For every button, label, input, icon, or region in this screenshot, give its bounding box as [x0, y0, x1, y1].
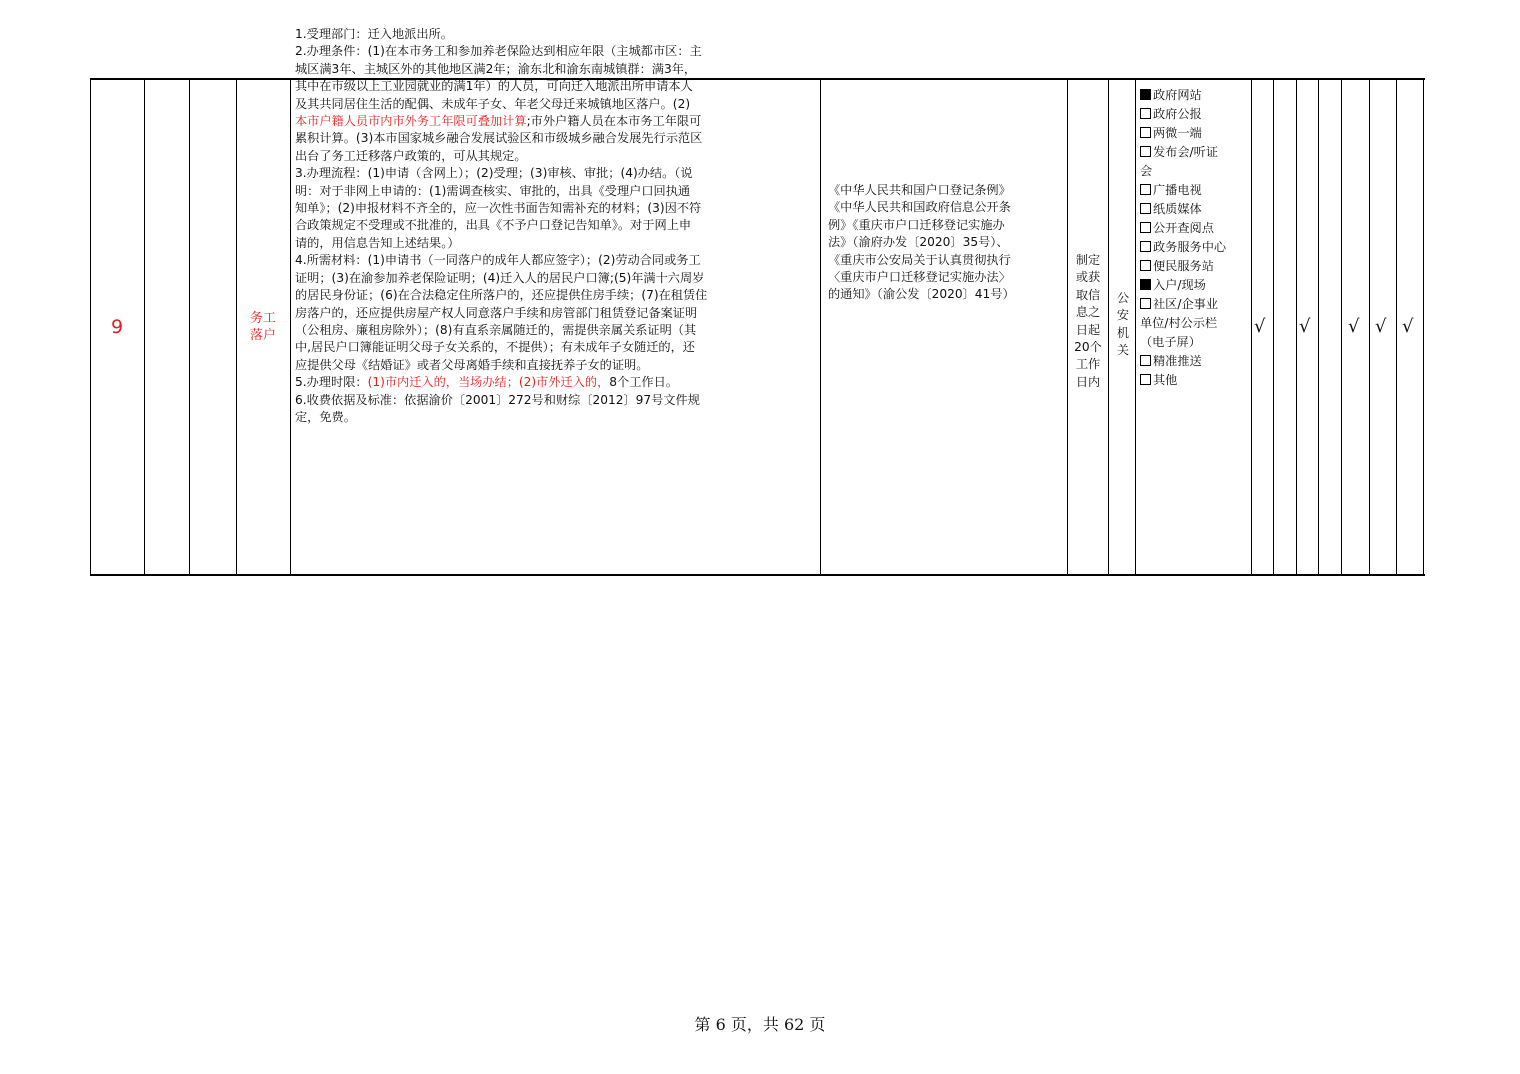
content-text: 8个工作日。: [609, 375, 678, 390]
content-text: 的居民身份证；(6)在合法稳定住所落户的，还应提供住房手续；(7)在租赁住: [295, 288, 708, 303]
col-border: [144, 78, 145, 576]
basis-line: 《中华人民共和国政府信息公开条: [828, 200, 1011, 215]
service-content: [295, 26, 817, 426]
col-border: [1423, 78, 1424, 576]
content-text: 明：对于非网上申请的：(1)需调查核实、审批的，出具《受理户口回执通: [295, 183, 691, 198]
unchecked-box-icon: [1140, 355, 1151, 366]
content-line: [295, 392, 817, 409]
content-text: 出台了务工迁移落户政策的，可从其规定。: [295, 148, 527, 163]
responsible-subject: [1112, 290, 1134, 360]
channel-label: 政府公报: [1153, 107, 1202, 121]
col-border: [1135, 78, 1136, 576]
content-text: 知单》；(2)申报材料不齐全的，应一次性书面告知需补充的材料；(3)因不符: [295, 201, 702, 216]
checked-box-icon: [1140, 279, 1151, 290]
col-border: [290, 78, 291, 576]
channel-label: 公开查阅点: [1153, 221, 1214, 235]
col-border: [1396, 78, 1397, 576]
unchecked-box-icon: [1140, 374, 1151, 385]
content-text: 1.受理部门：迁入地派出所。: [295, 27, 453, 41]
unchecked-box-icon: [1140, 127, 1151, 138]
col-border: [1318, 78, 1319, 576]
content-line: [295, 357, 817, 374]
content-line: [295, 287, 817, 304]
content-text: 及其共同居住生活的配偶、未成年子女、年老父母迁来城镇地区落户。(2): [295, 96, 691, 111]
basis-line: 《重庆市公安局关于认真贯彻执行: [828, 252, 1011, 267]
time-limit-line: 或获: [1075, 270, 1101, 285]
col-border: [1108, 78, 1109, 576]
content-line: [295, 26, 817, 43]
content-line: [295, 130, 817, 147]
content-line: [295, 43, 817, 60]
content-line: [295, 183, 817, 200]
checked-box-icon: [1140, 89, 1151, 100]
channel-item: [1140, 181, 1252, 200]
channel-label: 广播电视: [1153, 183, 1202, 197]
channel-item: [1140, 352, 1252, 371]
content-highlight: (1)市内迁入的，当场办结；(2)市外迁入的，: [367, 375, 610, 390]
time-limit-line: 制定: [1075, 253, 1101, 267]
channel-item: [1140, 105, 1252, 124]
page-footer: 第 6 页，共 62 页: [694, 1015, 826, 1034]
channel-label-cont: （电子屏）: [1140, 335, 1201, 349]
channel-label: 政府网站: [1153, 88, 1202, 102]
check-mark-icon: √: [1299, 316, 1311, 337]
content-text: 累积计算。(3)本市国家城乡融合发展试验区和市级城乡融合发展先行示范区: [295, 131, 703, 146]
content-line: [295, 270, 817, 287]
channel-label: 入户/现场: [1153, 278, 1206, 292]
content-line: [295, 165, 817, 182]
service-name-text: 务工落户: [249, 311, 276, 343]
channel-item: [1140, 257, 1252, 276]
service-name: [236, 78, 290, 576]
content-text: 证明；(3)在渝参加养老保险证明；(4)迁入人的居民户口簿;(5)年满十六周岁: [295, 270, 705, 285]
unchecked-box-icon: [1140, 146, 1151, 157]
unchecked-box-icon: [1140, 184, 1151, 195]
channel-label: 社区/企事业: [1153, 297, 1219, 311]
unchecked-box-icon: [1140, 241, 1151, 252]
check-mark-icon: √: [1402, 316, 1414, 337]
time-limit-line: 工作: [1075, 357, 1101, 372]
legal-basis: [828, 182, 1066, 304]
unchecked-box-icon: [1140, 203, 1151, 214]
content-line: [295, 409, 817, 426]
content-line: [295, 61, 817, 78]
row-seq: 9: [110, 316, 124, 338]
publish-channels: [1140, 86, 1252, 390]
time-limit-line: 日起: [1075, 322, 1101, 337]
content-line: [295, 113, 817, 130]
content-text: 中,居民户口簿能证明父母子女关系的，不提供）；有未成年子女随迁的，还: [295, 340, 695, 355]
channel-item: [1140, 295, 1252, 314]
channel-label: 便民服务站: [1153, 259, 1214, 273]
subject-line: 公: [1116, 291, 1130, 305]
basis-line: 《中华人民共和国户口登记条例》: [828, 183, 1011, 197]
check-mark-icon: √: [1348, 316, 1360, 337]
channel-label: 政务服务中心: [1153, 240, 1227, 254]
content-highlight: 本市户籍人员市内市外务工年限可叠加计算: [295, 114, 527, 129]
check-mark-icon: √: [1375, 316, 1387, 337]
content-text: 定，免费。: [295, 409, 356, 424]
content-text: （公租房、廉租房除外）；(8)有直系亲属随迁的，需提供亲属关系证明（其: [295, 322, 697, 337]
unchecked-box-icon: [1140, 108, 1151, 119]
content-line: [295, 78, 817, 95]
col-border: [820, 78, 821, 576]
col-border: [1273, 78, 1274, 576]
channel-item: [1140, 276, 1252, 295]
col-border: [1067, 78, 1068, 576]
col-border: [1369, 78, 1370, 576]
channel-item: [1140, 143, 1252, 162]
channel-label: 两微一端: [1153, 126, 1202, 140]
content-text: 3.办理流程：(1)申请（含网上）；(2)受理；(3)审核、审批；(4)办结。（说: [295, 166, 693, 181]
content-line: [295, 305, 817, 322]
content-line: [295, 217, 817, 234]
content-line: [295, 374, 817, 391]
basis-line: 的通知》（渝公发〔2020〕41号）: [828, 287, 1015, 302]
content-text: 4.所需材料：(1)申请书（一同落户的成年人都应签字）；(2)劳动合同或务工: [295, 253, 701, 268]
subject-line: 机: [1116, 325, 1130, 340]
content-text: 合政策规定不受理或不批准的，出具《不予户口登记告知单》。对于网上申: [295, 218, 692, 233]
basis-line: 法》（渝府办发〔2020〕35号）、: [828, 235, 1009, 250]
channel-label: 发布会/听证: [1153, 145, 1219, 159]
content-text: 请的，用信息告知上述结果。）: [295, 235, 460, 250]
channel-item: [1140, 200, 1252, 219]
content-text: 2.办理条件：(1)在本市务工和参加养老保险达到相应年限（主城都市区：主: [295, 44, 702, 59]
channel-label: 精准推送: [1153, 354, 1202, 368]
content-text: ;市外户籍人员在本市务工年限可: [526, 114, 702, 129]
col-border: [1341, 78, 1342, 576]
basis-line: 〈重庆市户口迁移登记实施办法〉: [828, 270, 1011, 285]
content-line: [295, 96, 817, 113]
content-text: 房落户的，还应提供房屋产权人同意落户手续和房管部门租赁登记备案证明: [295, 305, 698, 320]
content-text: 5.办理时限：: [295, 375, 368, 390]
channel-label: 其他: [1153, 373, 1178, 387]
content-line: [295, 235, 817, 252]
content-text: 城区满3年、主城区外的其他地区满2年；渝东北和渝东南城镇群：满3年，: [295, 61, 697, 76]
channel-item: [1140, 238, 1252, 257]
content-line: [295, 252, 817, 269]
time-limit-line: 取信: [1075, 287, 1101, 302]
channel-label: 纸质媒体: [1153, 202, 1202, 216]
content-text: 其中在市级以上工业园就业的满1年）的人员，可向迁入地派出所申请本人: [295, 79, 693, 94]
channel-label-cont: 单位/村公示栏: [1140, 316, 1218, 330]
col-border: [1296, 78, 1297, 576]
unchecked-box-icon: [1140, 298, 1151, 309]
time-limit-line: 20个: [1074, 340, 1102, 355]
col-border: [189, 78, 190, 576]
unchecked-box-icon: [1140, 260, 1151, 271]
content-line: [295, 322, 817, 339]
subject-line: 安: [1116, 308, 1130, 323]
channel-item: [1140, 219, 1252, 238]
time-limit-line: 日内: [1075, 374, 1101, 389]
content-text: 应提供父母《结婚证》或者父母离婚手续和直接抚养子女的证明。: [295, 357, 649, 372]
content-line: [295, 148, 817, 165]
content-line: [295, 200, 817, 217]
basis-line: 例》《重庆市户口迁移登记实施办: [828, 217, 1005, 232]
check-mark-icon: √: [1254, 316, 1266, 337]
content-text: 6.收费依据及标准：依据渝价〔2001〕272号和财综〔2012〕97号文件规: [295, 392, 700, 407]
content-line: [295, 339, 817, 356]
channel-item: [1140, 124, 1252, 143]
time-limit-line: 息之: [1075, 305, 1101, 320]
subject-line: 关: [1116, 343, 1130, 358]
time-limit: [1070, 252, 1106, 391]
channel-label-cont: 会: [1140, 164, 1153, 178]
channel-item: [1140, 371, 1252, 390]
channel-item: [1140, 86, 1252, 105]
unchecked-box-icon: [1140, 222, 1151, 233]
